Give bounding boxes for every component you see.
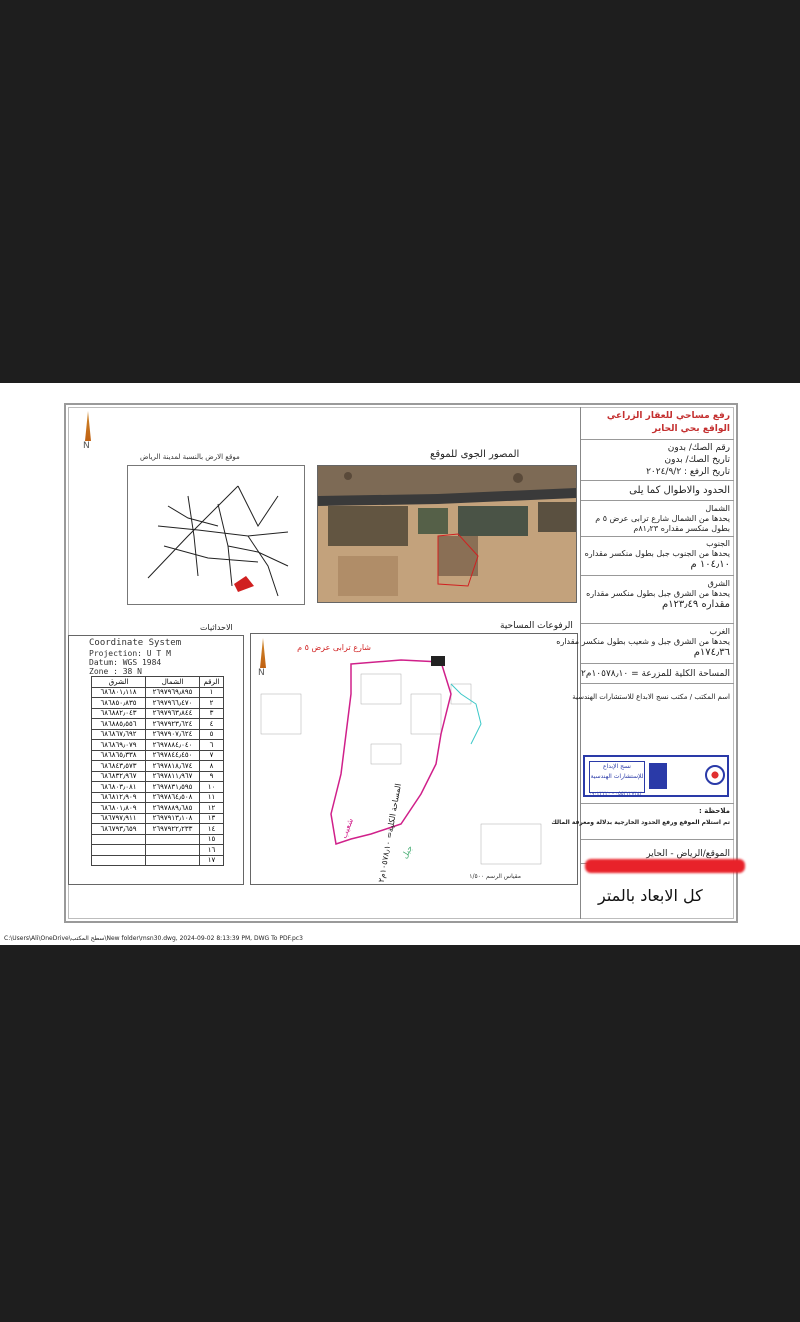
cell-north: ٢٦٩٧٨٨٩٫٦٨٥: [146, 803, 200, 814]
cell-number: ١٣: [200, 813, 224, 824]
cell-east: ٦٨٦٨٥٠٫٨٣٥: [92, 698, 146, 709]
cell-number: ٥: [200, 729, 224, 740]
table-row: [92, 834, 224, 845]
title-block: [551, 407, 734, 919]
aerial-photo: [317, 465, 577, 603]
cell-east: ٦٨٦٨٦٧٫٦٩٢: [92, 729, 146, 740]
table-row: [92, 782, 224, 793]
cell-east: ٦٨٦٨٠١٫٨٠٩: [92, 803, 146, 814]
redaction-mark: [585, 859, 745, 873]
office-name: اسم المكتب / مكتب نسج الابداع للاستشارات الهندسية: [572, 693, 730, 701]
file-path-bar: C:\Users\Ali\OneDrive\سطح المكتب\New folder\msn30.dwg, 2024-09-02 8:13:39 PM, DWG To PDF.pc3: [4, 935, 303, 942]
cell-number: ١٧: [200, 855, 224, 866]
east-label: الشرق: [707, 579, 730, 588]
cell-north: ٢٦٩٧٩٦٩٫٨٩٥: [146, 687, 200, 698]
cell-number: ١٢: [200, 803, 224, 814]
location-map-label: موقع الارض بالنسبة لمدينة الرياض: [140, 453, 240, 461]
street-label: شارع ترابى عرض ٥ م: [297, 643, 371, 652]
col-header-east: الشرق: [92, 677, 146, 688]
coordinates-panel: [68, 635, 244, 885]
notes-text: تم استلام الموقع ورفع الحدود الخارجية بدلالة ومعرفة المالك: [551, 819, 730, 826]
cell-number: ١٥: [200, 834, 224, 845]
scale-label: مقياس الرسم ١/٥٠٠: [469, 873, 521, 880]
zone-label: Zone : 38 N: [89, 667, 142, 676]
survey-plan: [250, 633, 578, 885]
cell-number: ١٤: [200, 824, 224, 835]
cell-north: [146, 845, 200, 856]
west-label: الغرب: [709, 627, 730, 636]
south-text-1: يحدها من الجنوب جبل بطول منكسر مقداره: [584, 549, 730, 558]
east-text-1: يحدها من الشرق جبل بطول منكسر مقداره: [586, 589, 730, 598]
north-arrow-icon: N: [80, 411, 96, 451]
table-row: [92, 824, 224, 835]
table-row: [92, 740, 224, 751]
cell-number: ٩: [200, 771, 224, 782]
aerial-image: [318, 466, 576, 602]
west-text-1: يحدها من الشرق جبل و شعيب بطول منكسر مقداره: [556, 637, 730, 646]
coord-system-label: Coordinate System: [89, 638, 182, 648]
drawing-sheet: [0, 383, 800, 945]
cell-number: ٨: [200, 761, 224, 772]
survey-date: تاريخ الرفع : ٢٠٢٤/٩/٢: [646, 467, 730, 477]
cell-north: ٢٦٩٧٨٨٤٫٠٤٠: [146, 740, 200, 751]
cell-east: [92, 855, 146, 866]
table-row: [92, 729, 224, 740]
cell-number: ٢: [200, 698, 224, 709]
coordinates-title: الاحداثيات: [200, 623, 233, 632]
title-line1: رفع مساحي للعقار الزراعي: [606, 411, 730, 421]
site-location: الموقع/الرياض - الحاير: [646, 849, 730, 859]
area-label: المساحة الكلية= ١٠٥٧٨٫١٠م٢: [376, 782, 403, 884]
cell-east: ٦٨٦٨٦٩٫٠٧٩: [92, 740, 146, 751]
total-area: المساحة الكلية للمزرعة = ١٠٥٧٨٫١٠م٢: [581, 669, 730, 679]
cell-north: ٢٦٩٧٨١١٫٩٦٧: [146, 771, 200, 782]
cell-east: ٦٨٦٨٠١٫١١٨: [92, 687, 146, 698]
table-row: [92, 761, 224, 772]
cell-east: [92, 834, 146, 845]
stamp-text-box: [589, 761, 645, 793]
cell-east: ٦٨٦٨٤٣٫٥٧٣: [92, 761, 146, 772]
cell-east: ٦٨٦٨٠٣٫٠٨١: [92, 782, 146, 793]
cell-east: ٦٨٦٨٨٥٫٥٥٦: [92, 719, 146, 730]
stamp-line1: نسج الإبداع: [603, 763, 631, 770]
aerial-photo-label: المصور الجوى للموقع: [430, 449, 520, 460]
east-text-2: مقداره ١٢٣٫٤٩م: [661, 599, 730, 610]
table-row: [92, 771, 224, 782]
cell-north: ٢٦٩٧٨١٨٫٦٧٤: [146, 761, 200, 772]
cell-east: [92, 845, 146, 856]
notes-label: ملاحظة :: [699, 807, 730, 815]
deed-number: رقم الصك/ بدون: [667, 443, 730, 453]
cell-north: ٢٦٩٧٩٠٧٫٦٢٤: [146, 729, 200, 740]
cell-number: ٦: [200, 740, 224, 751]
col-header-number: الرقم: [200, 677, 224, 688]
cell-north: [146, 834, 200, 845]
cell-number: ١٦: [200, 845, 224, 856]
cell-north: ٢٦٩٧٩٦٦٫٤٧٠: [146, 698, 200, 709]
col-header-north: الشمال: [146, 677, 200, 688]
west-text-2: ١٧٤٫٣٦م: [693, 647, 730, 658]
emblem-icon: [705, 765, 725, 785]
coordinates-table: [91, 676, 224, 866]
projection-label: Projection: U T M: [89, 649, 171, 658]
north-arrow-icon: N: [255, 638, 271, 678]
table-row: [92, 855, 224, 866]
stamp-phone: ٠٥٥٣٢٢٧٣٤٢ - ٠٩٠٢٢٢٢٠: [589, 791, 643, 797]
location-map: [127, 465, 305, 605]
road-network-sketch: [128, 466, 304, 604]
title-line2: الواقع بحي الحاير: [652, 424, 730, 434]
survey-drawing: [251, 634, 577, 884]
survey-label: الرفوعات المساحية: [500, 621, 573, 631]
north-label: الشمال: [705, 504, 730, 513]
cell-number: ١١: [200, 792, 224, 803]
cell-north: ٢٦٩٧٩٦٣٫٨٤٤: [146, 708, 200, 719]
cell-east: ٦٨٦٧٩٧٫٩١١: [92, 813, 146, 824]
table-row: [92, 803, 224, 814]
table-row: [92, 698, 224, 709]
office-stamp: [583, 755, 729, 797]
north-text-1: يحدها من الشمال شارع ترابى عرض ٥ م: [595, 514, 730, 523]
south-label: الجنوب: [706, 539, 730, 548]
cell-number: ١: [200, 687, 224, 698]
table-row: [92, 708, 224, 719]
cell-east: ٦٨٦٨٦٥٫٣٣٨: [92, 750, 146, 761]
dimensions-note: كل الابعاد بالمتر: [598, 886, 703, 905]
cell-north: ٢٦٩٧٩٢٣٫٦٢٤: [146, 719, 200, 730]
mountain-label: جبل: [399, 843, 415, 860]
cell-number: ١٠: [200, 782, 224, 793]
table-row: [92, 813, 224, 824]
table-row: [92, 719, 224, 730]
cell-number: ٣: [200, 708, 224, 719]
cell-north: [146, 855, 200, 866]
cell-north: ٢٦٩٧٨٦٤٫٥٠٨: [146, 792, 200, 803]
cell-east: ٦٨٦٨١٢٫٩٠٩: [92, 792, 146, 803]
cell-east: ٦٨٦٧٩٣٫٦٥٩: [92, 824, 146, 835]
stamp-line2: للإستشارات الهندسية: [590, 773, 644, 780]
cell-north: ٢٦٩٧٨٤٤٫٤٥٠: [146, 750, 200, 761]
cell-east: ٦٨٦٨٨٢٫٠٤٣: [92, 708, 146, 719]
cell-number: ٤: [200, 719, 224, 730]
cell-north: ٢٦٩٧٩٢٢٫٢٣٣: [146, 824, 200, 835]
datum-label: Datum: WGS 1984: [89, 658, 162, 667]
south-text-2: ١٠٤٫١٠ م: [690, 559, 730, 570]
cell-north: ٢٦٩٧٨٣١٫٥٩٥: [146, 782, 200, 793]
north-text-2: بطول منكسر مقداره ٨١٫٢٣م: [633, 524, 730, 533]
cell-east: ٦٨٦٨٣٢٫٩٦٧: [92, 771, 146, 782]
table-row: [92, 750, 224, 761]
cell-number: ٧: [200, 750, 224, 761]
cell-north: ٢٦٩٧٩١٣٫١٠٨: [146, 813, 200, 824]
boundaries-heading: الحدود والاطوال كما يلى: [629, 485, 730, 496]
table-row: [92, 792, 224, 803]
table-row: [92, 845, 224, 856]
office-logo-icon: [649, 763, 667, 789]
deed-date: تاريخ الصك/ بدون: [664, 455, 730, 465]
table-row: [92, 687, 224, 698]
wall-label: شعيب: [339, 817, 356, 840]
